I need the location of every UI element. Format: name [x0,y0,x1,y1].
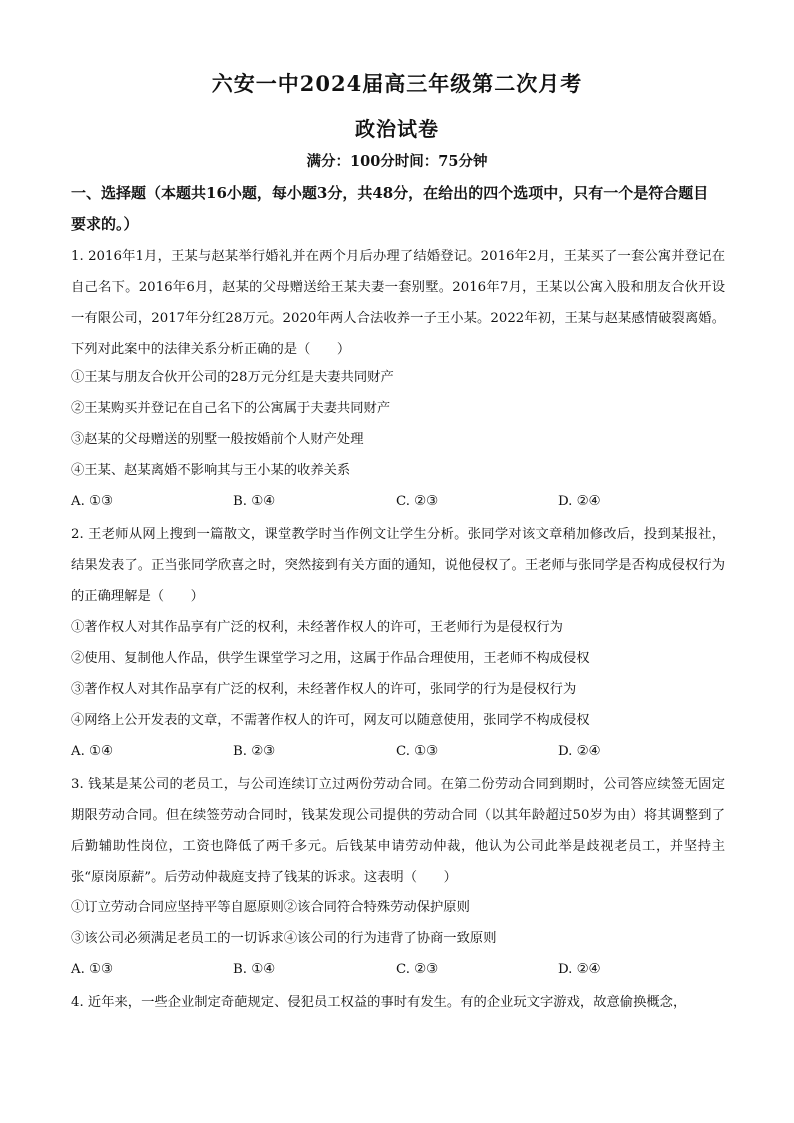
question-2-choice-b: B. ②③ [233,744,276,759]
question-2-choice-d: D. ②④ [558,744,601,759]
question-1-option-2: ②王某购买并登记在自己名下的公寓属于夫妻共同财产 [71,401,391,416]
question-3-choice-c: C. ②③ [396,962,438,977]
question-3-choices [71,960,671,980]
question-1-choices [71,492,671,512]
section-heading: 一、选择题（本题共16小题，每小题3分，共48分，在给出的四个选项中，只有一个是符合题目要求的。） [71,184,709,233]
question-1-choice-c: C. ②③ [396,494,438,509]
exam-title: 六安一中2024届高三年级第二次月考 [211,71,583,96]
question-3-option-line-1: ①订立劳动合同应坚持平等自愿原则②该合同符合特殊劳动保护原则 [71,900,470,915]
question-1-stem: 1. 2016年1月，王某与赵某举行婚礼并在两个月后办理了结婚登记。2016年2月，王某买了一套公寓并登记在自己名下。2016年6月，赵某的父母赠送给王某夫妻一套别墅。2016年7月，王某以公寓入股和朋友合伙开设一有限公司，2017年分红28万元。2020年两人合法收养一子王小某。2022年初，王某与赵某感情破裂离婚。下列对此案中的法律关系分析正确的是（ ） [71,249,725,357]
question-1-option-3: ③赵某的父母赠送的别墅一般按婚前个人财产处理 [71,432,364,447]
question-2-option-2: ②使用、复制他人作品，供学生课堂学习之用，这属于作品合理使用，王老师不构成侵权 [71,651,590,666]
question-2-choice-a: A. ①④ [71,744,113,759]
question-3-choice-b: B. ①④ [233,962,276,977]
question-1-choice-b: B. ①④ [233,494,276,509]
question-3-choice-d: D. ②④ [558,962,601,977]
question-2-option-1: ①著作权人对其作品享有广泛的权利，未经著作权人的许可，王老师行为是侵权行为 [71,620,563,635]
question-1-option-4: ④王某、赵某离婚不影响其与王小某的收养关系 [71,463,351,478]
question-3-choice-a: A. ①③ [71,962,113,977]
question-2-option-4: ④网络上公开发表的文章，不需著作权人的许可，网友可以随意使用，张同学不构成侵权 [71,713,590,728]
question-4-stem: 4. 近年来，一些企业制定奇葩规定、侵犯员工权益的事时有发生。有的企业玩文字游戏，故意偷换概念， [71,995,687,1010]
question-2-choices [71,742,671,762]
question-2-stem: 2. 王老师从网上搜到一篇散文，课堂教学时当作例文让学生分析。张同学对该文章稍加修改后，投到某报社，结果发表了。正当张同学欣喜之时，突然接到有关方面的通知，说他侵权了。王老师与张同学是否构成侵权行为的正确理解是（ ） [71,527,725,604]
question-1-option-1: ①王某与朋友合伙开公司的28万元分红是夫妻共同财产 [71,370,394,385]
question-2-choice-c: C. ①③ [396,744,438,759]
question-1-choice-d: D. ②④ [558,494,601,509]
question-3-option-line-2: ③该公司必须满足老员工的一切诉求④该公司的行为违背了协商一致原则 [71,931,497,946]
question-3-stem: 3. 钱某是某公司的老员工，与公司连续订立过两份劳动合同。在第二份劳动合同到期时，公司答应续签无固定期限劳动合同。但在续签劳动合同时，钱某发现公司提供的劳动合同（以其年龄超过50岁为由）将其调整到了后勤辅助性岗位，工资也降低了两千多元。后钱某申请劳动仲裁，他认为公司此举是歧视老员工，并坚持主张“原岗原薪”。后劳动仲裁庭支持了钱某的诉求。这表明（ ） [71,777,725,885]
question-2-option-3: ③著作权人对其作品享有广泛的权利，未经著作权人的许可，张同学的行为是侵权行为 [71,682,577,697]
question-1-choice-a: A. ①③ [71,494,113,509]
exam-subject: 政治试卷 [355,117,439,141]
exam-info: 满分：100分时间：75分钟 [306,153,488,170]
